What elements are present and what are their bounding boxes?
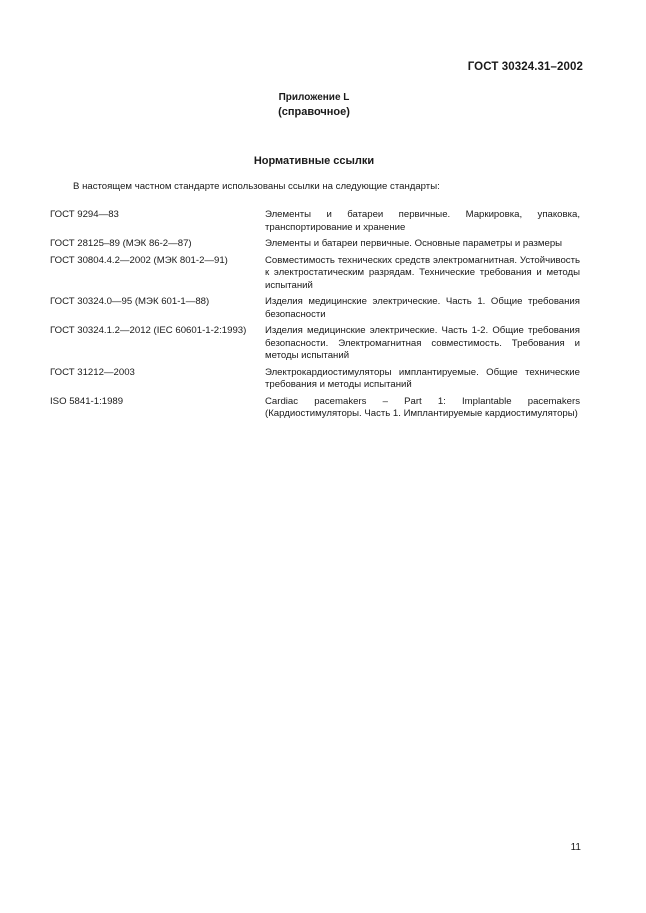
reference-row bbox=[50, 367, 580, 392]
reference-row bbox=[50, 255, 580, 293]
page-number: 11 bbox=[570, 842, 581, 853]
reference-row bbox=[50, 325, 580, 363]
reference-code: ГОСТ 31212—2003 bbox=[50, 366, 135, 378]
reference-code: ГОСТ 30804.4.2—2002 (МЭК 801-2—91) bbox=[50, 254, 228, 266]
appendix-heading bbox=[0, 91, 628, 119]
reference-title: Элементы и батареи первичные. Маркировка, упаковка, транспортирование и хранение bbox=[265, 209, 580, 233]
reference-title: Совместимость технических средств электромагнитная. Устойчивость к электростатическим разрядам. Технические требования и методы испытаний bbox=[265, 254, 580, 291]
appendix-subtitle: (справочное) bbox=[278, 106, 350, 118]
reference-row bbox=[50, 238, 580, 251]
section-title: Нормативные ссылки bbox=[253, 155, 375, 167]
reference-title: Cardiac pacemakers – Part 1: Implantable pacemakers (Кардиостимуляторы. Часть 1. Имплантируемые кардиостимуляторы) bbox=[265, 395, 580, 419]
reference-title: Изделия медицинские электрические. Часть 1-2. Общие требования безопасности. Электромагнитная совместимость. Требования и методы испытаний bbox=[265, 325, 580, 361]
document-code: ГОСТ 30324.31–2002 bbox=[467, 61, 583, 73]
reference-code: ISO 5841-1:1989 bbox=[50, 395, 124, 407]
reference-title: Электрокардиостимуляторы имплантируемые. Общие технические требования и методы испытаний bbox=[265, 366, 580, 390]
reference-row bbox=[50, 296, 580, 321]
reference-row bbox=[50, 209, 580, 234]
references-list bbox=[50, 209, 580, 425]
reference-title: Элементы и батареи первичные. Основные параметры и размеры bbox=[265, 238, 563, 249]
reference-row bbox=[50, 396, 580, 421]
reference-title: Изделия медицинские электрические. Часть 1. Общие требования безопасности bbox=[265, 296, 580, 320]
section-intro: В настоящем частном стандарте использованы ссылки на следующие стандарты: bbox=[73, 181, 440, 192]
reference-code: ГОСТ 28125–89 (МЭК 86-2—87) bbox=[50, 238, 192, 249]
reference-code: ГОСТ 9294—83 bbox=[50, 209, 119, 220]
reference-code: ГОСТ 30324.1.2—2012 (IEC 60601-1-2:1993) bbox=[50, 325, 247, 336]
appendix-title: Приложение L bbox=[278, 92, 350, 103]
reference-code: ГОСТ 30324.0—95 (МЭК 601-1—88) bbox=[50, 296, 210, 307]
